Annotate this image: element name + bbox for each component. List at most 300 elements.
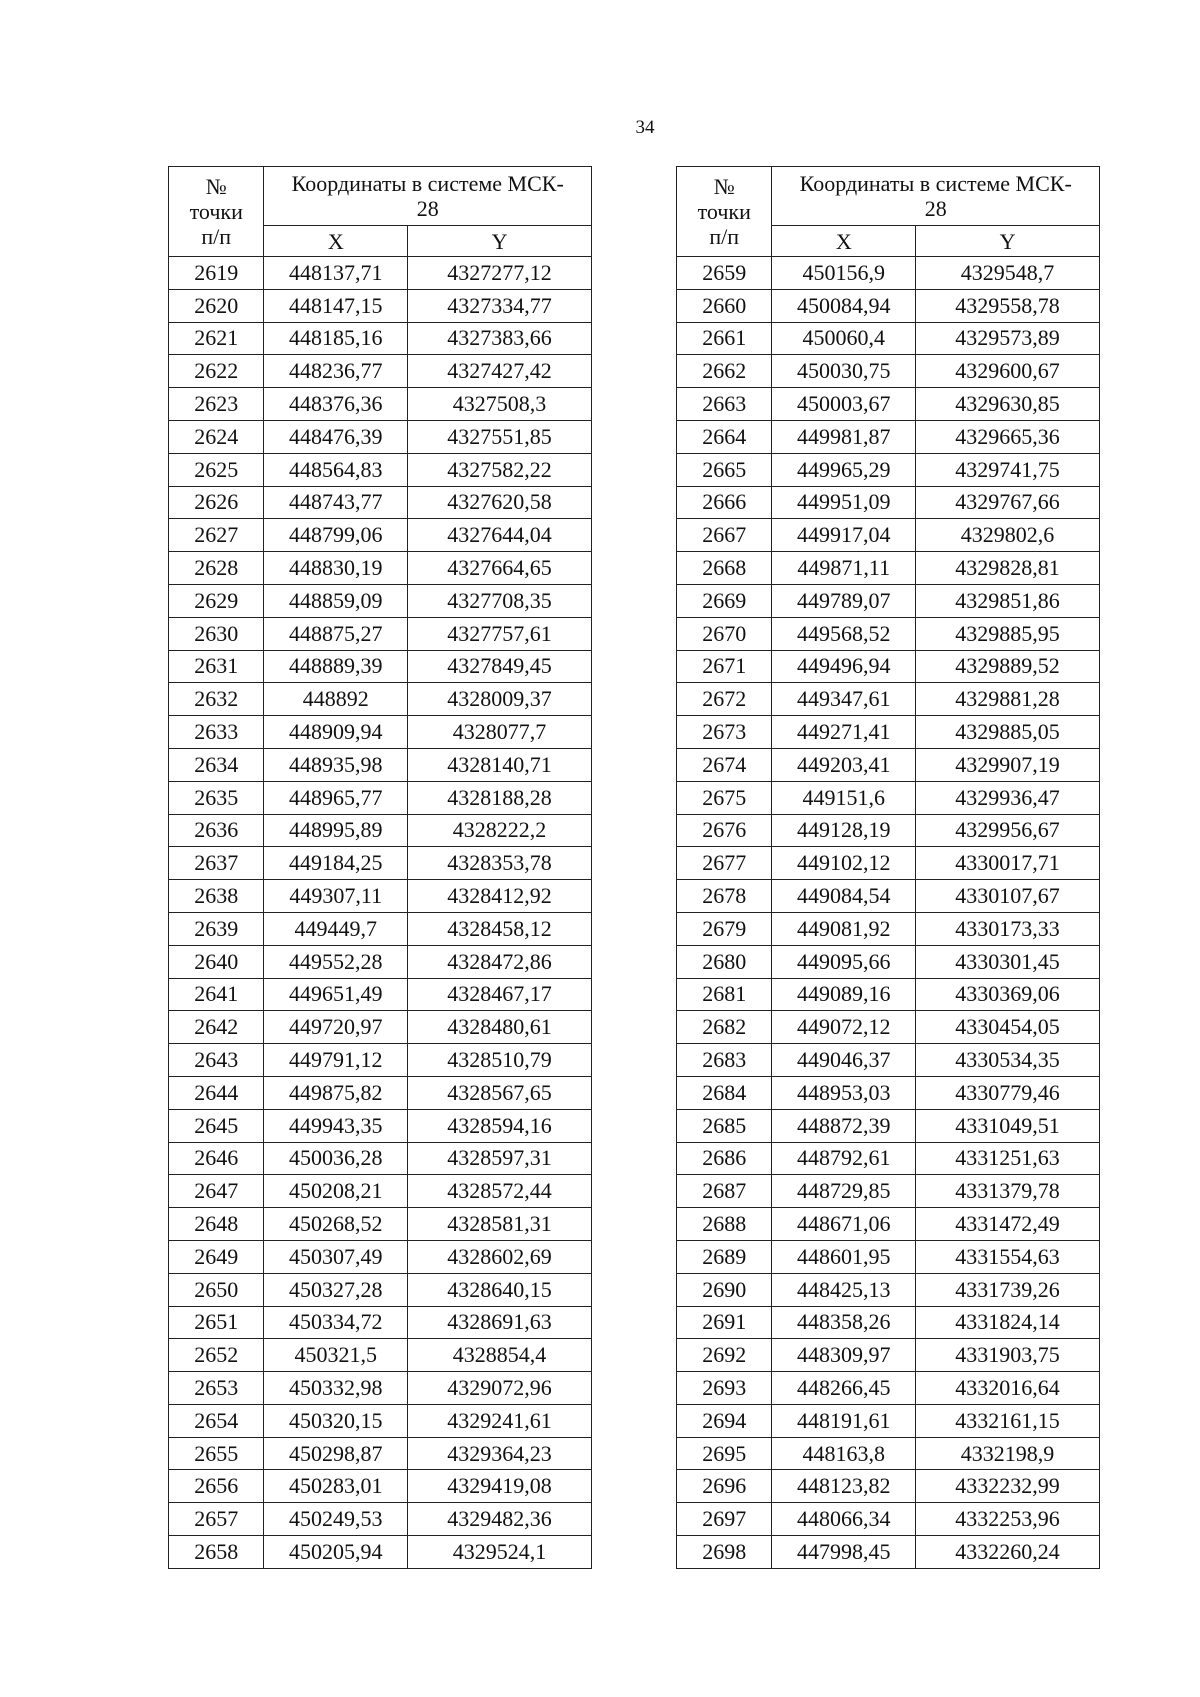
table-row <box>677 1273 1100 1306</box>
table-row <box>677 355 1100 388</box>
table-row <box>677 420 1100 453</box>
table-row <box>677 519 1100 552</box>
point-number-cell: 2683 <box>677 1044 772 1077</box>
point-number-cell: 2691 <box>677 1306 772 1339</box>
y-coordinate-cell: 4329548,7 <box>916 257 1100 290</box>
y-coordinate-cell: 4327757,61 <box>408 617 592 650</box>
x-coordinate-cell: 449081,92 <box>772 912 916 945</box>
coordinates-title: Координаты в системе МСК- <box>799 171 1072 196</box>
point-number-cell: 2647 <box>169 1175 264 1208</box>
point-number-cell: 2657 <box>169 1503 264 1536</box>
y-coordinate-cell: 4328188,28 <box>408 781 592 814</box>
x-coordinate-cell: 449102,12 <box>772 847 916 880</box>
x-coordinate-cell: 450205,94 <box>264 1536 408 1569</box>
table-row <box>677 945 1100 978</box>
y-coordinate-cell: 4329241,61 <box>408 1404 592 1437</box>
x-coordinate-cell: 448792,61 <box>772 1142 916 1175</box>
point-number-cell: 2655 <box>169 1437 264 1470</box>
x-coordinate-cell: 450060,4 <box>772 322 916 355</box>
table-header <box>677 167 1100 257</box>
y-coordinate-cell: 4328222,2 <box>408 814 592 847</box>
y-column-header: Y <box>408 226 592 257</box>
y-coordinate-cell: 4328602,69 <box>408 1240 592 1273</box>
y-coordinate-cell: 4327427,42 <box>408 355 592 388</box>
y-coordinate-cell: 4329600,67 <box>916 355 1100 388</box>
coordinates-table-left <box>168 166 592 1569</box>
x-coordinate-cell: 448729,85 <box>772 1175 916 1208</box>
y-coordinate-cell: 4329956,67 <box>916 814 1100 847</box>
table-row <box>677 978 1100 1011</box>
table-row <box>169 1109 592 1142</box>
x-column-header: X <box>772 226 916 257</box>
point-number-cell: 2641 <box>169 978 264 1011</box>
x-coordinate-cell: 448953,03 <box>772 1076 916 1109</box>
x-coordinate-cell: 448185,16 <box>264 322 408 355</box>
y-coordinate-cell: 4328691,63 <box>408 1306 592 1339</box>
table-row <box>169 420 592 453</box>
x-coordinate-cell: 448892 <box>264 683 408 716</box>
y-coordinate-cell: 4331739,26 <box>916 1273 1100 1306</box>
y-coordinate-cell: 4328077,7 <box>408 716 592 749</box>
point-number-cell: 2682 <box>677 1011 772 1044</box>
table-row <box>169 617 592 650</box>
point-number-cell: 2659 <box>677 257 772 290</box>
x-column-header: X <box>264 226 408 257</box>
y-coordinate-cell: 4329741,75 <box>916 453 1100 486</box>
x-coordinate-cell: 448601,95 <box>772 1240 916 1273</box>
x-coordinate-cell: 449151,6 <box>772 781 916 814</box>
y-coordinate-cell: 4328412,92 <box>408 880 592 913</box>
table-row <box>677 1503 1100 1536</box>
y-coordinate-cell: 4328467,17 <box>408 978 592 1011</box>
x-coordinate-cell: 449084,54 <box>772 880 916 913</box>
y-coordinate-cell: 4328480,61 <box>408 1011 592 1044</box>
table-row <box>677 1437 1100 1470</box>
table-row <box>677 748 1100 781</box>
y-coordinate-cell: 4329889,52 <box>916 650 1100 683</box>
header-point-word: точки <box>189 199 243 224</box>
y-coordinate-cell: 4331824,14 <box>916 1306 1100 1339</box>
point-number-cell: 2696 <box>677 1470 772 1503</box>
point-number-cell: 2639 <box>169 912 264 945</box>
table-row <box>677 1404 1100 1437</box>
x-coordinate-cell: 450320,15 <box>264 1404 408 1437</box>
table-row <box>677 322 1100 355</box>
coordinates-header <box>772 167 1100 226</box>
y-coordinate-cell: 4329558,78 <box>916 289 1100 322</box>
x-coordinate-cell: 448376,36 <box>264 388 408 421</box>
y-coordinate-cell: 4327582,22 <box>408 453 592 486</box>
x-coordinate-cell: 449981,87 <box>772 420 916 453</box>
y-coordinate-cell: 4328572,44 <box>408 1175 592 1208</box>
x-coordinate-cell: 449347,61 <box>772 683 916 716</box>
x-coordinate-cell: 448889,39 <box>264 650 408 683</box>
table-row <box>169 388 592 421</box>
table-row <box>677 1142 1100 1175</box>
coordinates-system-code: 28 <box>416 196 439 221</box>
y-coordinate-cell: 4332161,15 <box>916 1404 1100 1437</box>
point-number-cell: 2678 <box>677 880 772 913</box>
x-coordinate-cell: 450208,21 <box>264 1175 408 1208</box>
point-number-cell: 2626 <box>169 486 264 519</box>
x-coordinate-cell: 448163,8 <box>772 1437 916 1470</box>
y-coordinate-cell: 4329419,08 <box>408 1470 592 1503</box>
table-row <box>169 1536 592 1569</box>
table-row <box>169 1142 592 1175</box>
y-coordinate-cell: 4330454,05 <box>916 1011 1100 1044</box>
table-body <box>677 257 1100 1569</box>
y-coordinate-cell: 4327383,66 <box>408 322 592 355</box>
y-coordinate-cell: 4329573,89 <box>916 322 1100 355</box>
point-number-cell: 2658 <box>169 1536 264 1569</box>
y-coordinate-cell: 4332253,96 <box>916 1503 1100 1536</box>
point-number-cell: 2623 <box>169 388 264 421</box>
table-row <box>169 1240 592 1273</box>
point-number-cell: 2672 <box>677 683 772 716</box>
table-row <box>677 453 1100 486</box>
y-coordinate-cell: 4331379,78 <box>916 1175 1100 1208</box>
x-coordinate-cell: 449720,97 <box>264 1011 408 1044</box>
table-row <box>677 1306 1100 1339</box>
point-number-cell: 2648 <box>169 1208 264 1241</box>
y-coordinate-cell: 4329907,19 <box>916 748 1100 781</box>
point-number-cell: 2677 <box>677 847 772 880</box>
x-coordinate-cell: 449951,09 <box>772 486 916 519</box>
point-number-header <box>169 167 264 257</box>
x-coordinate-cell: 450327,28 <box>264 1273 408 1306</box>
point-number-cell: 2690 <box>677 1273 772 1306</box>
x-coordinate-cell: 450268,52 <box>264 1208 408 1241</box>
table-row <box>169 1339 592 1372</box>
table-row <box>677 1339 1100 1372</box>
x-coordinate-cell: 449449,7 <box>264 912 408 945</box>
table-row <box>677 1011 1100 1044</box>
y-coordinate-cell: 4327334,77 <box>408 289 592 322</box>
table-row <box>169 1437 592 1470</box>
x-coordinate-cell: 448799,06 <box>264 519 408 552</box>
table-row <box>677 683 1100 716</box>
x-coordinate-cell: 450030,75 <box>772 355 916 388</box>
x-coordinate-cell: 448935,98 <box>264 748 408 781</box>
x-coordinate-cell: 448191,61 <box>772 1404 916 1437</box>
point-number-cell: 2693 <box>677 1372 772 1405</box>
y-coordinate-cell: 4327849,45 <box>408 650 592 683</box>
table-row <box>169 257 592 290</box>
x-coordinate-cell: 448358,26 <box>772 1306 916 1339</box>
x-coordinate-cell: 448147,15 <box>264 289 408 322</box>
table-row <box>169 1208 592 1241</box>
point-number-cell: 2675 <box>677 781 772 814</box>
point-number-cell: 2689 <box>677 1240 772 1273</box>
point-number-cell: 2634 <box>169 748 264 781</box>
table-row <box>677 781 1100 814</box>
y-coordinate-cell: 4328854,4 <box>408 1339 592 1372</box>
y-coordinate-cell: 4330173,33 <box>916 912 1100 945</box>
table-row <box>677 388 1100 421</box>
point-number-cell: 2622 <box>169 355 264 388</box>
table-row <box>169 1404 592 1437</box>
table-header <box>169 167 592 257</box>
y-coordinate-cell: 4330534,35 <box>916 1044 1100 1077</box>
header-no-sign: № <box>205 174 227 199</box>
x-coordinate-cell: 449568,52 <box>772 617 916 650</box>
table-row <box>169 912 592 945</box>
y-coordinate-cell: 4329851,86 <box>916 584 1100 617</box>
y-coordinate-cell: 4329364,23 <box>408 1437 592 1470</box>
x-coordinate-cell: 448671,06 <box>772 1208 916 1241</box>
point-number-cell: 2692 <box>677 1339 772 1372</box>
x-coordinate-cell: 449046,37 <box>772 1044 916 1077</box>
table-row <box>169 978 592 1011</box>
point-number-cell: 2635 <box>169 781 264 814</box>
point-number-cell: 2650 <box>169 1273 264 1306</box>
point-number-cell: 2649 <box>169 1240 264 1273</box>
table-row <box>677 1372 1100 1405</box>
point-number-cell: 2656 <box>169 1470 264 1503</box>
point-number-cell: 2628 <box>169 552 264 585</box>
point-number-cell: 2663 <box>677 388 772 421</box>
point-number-cell: 2685 <box>677 1109 772 1142</box>
x-coordinate-cell: 448564,83 <box>264 453 408 486</box>
y-coordinate-cell: 4328009,37 <box>408 683 592 716</box>
table-row <box>677 584 1100 617</box>
point-number-cell: 2687 <box>677 1175 772 1208</box>
table-row <box>677 552 1100 585</box>
point-number-cell: 2674 <box>677 748 772 781</box>
y-coordinate-cell: 4332016,64 <box>916 1372 1100 1405</box>
table-row <box>677 1536 1100 1569</box>
table-row <box>677 847 1100 880</box>
table-row <box>169 650 592 683</box>
header-pp: п/п <box>201 224 232 249</box>
y-coordinate-cell: 4329936,47 <box>916 781 1100 814</box>
table-row <box>169 355 592 388</box>
point-number-cell: 2671 <box>677 650 772 683</box>
table-row <box>677 1208 1100 1241</box>
y-coordinate-cell: 4327551,85 <box>408 420 592 453</box>
x-coordinate-cell: 448137,71 <box>264 257 408 290</box>
x-coordinate-cell: 449095,66 <box>772 945 916 978</box>
y-coordinate-cell: 4329802,6 <box>916 519 1100 552</box>
y-coordinate-cell: 4329828,81 <box>916 552 1100 585</box>
y-coordinate-cell: 4328472,86 <box>408 945 592 978</box>
y-coordinate-cell: 4329885,05 <box>916 716 1100 749</box>
y-coordinate-cell: 4329072,96 <box>408 1372 592 1405</box>
point-number-cell: 2666 <box>677 486 772 519</box>
point-number-cell: 2662 <box>677 355 772 388</box>
point-number-cell: 2676 <box>677 814 772 847</box>
x-coordinate-cell: 449552,28 <box>264 945 408 978</box>
point-number-cell: 2637 <box>169 847 264 880</box>
coordinates-title: Координаты в системе МСК- <box>291 171 564 196</box>
page-number: 34 <box>635 117 655 138</box>
y-coordinate-cell: 4331472,49 <box>916 1208 1100 1241</box>
point-number-cell: 2645 <box>169 1109 264 1142</box>
point-number-cell: 2667 <box>677 519 772 552</box>
x-coordinate-cell: 448476,39 <box>264 420 408 453</box>
point-number-cell: 2624 <box>169 420 264 453</box>
x-coordinate-cell: 448425,13 <box>772 1273 916 1306</box>
table-row <box>169 1372 592 1405</box>
y-coordinate-cell: 4328597,31 <box>408 1142 592 1175</box>
y-coordinate-cell: 4327644,04 <box>408 519 592 552</box>
y-coordinate-cell: 4329524,1 <box>408 1536 592 1569</box>
x-coordinate-cell: 449871,11 <box>772 552 916 585</box>
point-number-cell: 2621 <box>169 322 264 355</box>
table-row <box>677 1076 1100 1109</box>
y-coordinate-cell: 4329885,95 <box>916 617 1100 650</box>
table-row <box>169 1306 592 1339</box>
point-number-cell: 2632 <box>169 683 264 716</box>
table-row <box>169 814 592 847</box>
table-row <box>677 257 1100 290</box>
point-number-cell: 2697 <box>677 1503 772 1536</box>
x-coordinate-cell: 449965,29 <box>772 453 916 486</box>
table-row <box>677 617 1100 650</box>
table-row <box>677 716 1100 749</box>
point-number-cell: 2681 <box>677 978 772 1011</box>
y-coordinate-cell: 4330779,46 <box>916 1076 1100 1109</box>
x-coordinate-cell: 450283,01 <box>264 1470 408 1503</box>
table-row <box>169 1470 592 1503</box>
y-coordinate-cell: 4332260,24 <box>916 1536 1100 1569</box>
y-coordinate-cell: 4329767,66 <box>916 486 1100 519</box>
point-number-cell: 2646 <box>169 1142 264 1175</box>
x-coordinate-cell: 450084,94 <box>772 289 916 322</box>
coordinates-table-right <box>676 166 1100 1569</box>
point-number-cell: 2684 <box>677 1076 772 1109</box>
point-number-cell: 2665 <box>677 453 772 486</box>
x-coordinate-cell: 448743,77 <box>264 486 408 519</box>
point-number-cell: 2651 <box>169 1306 264 1339</box>
x-coordinate-cell: 450036,28 <box>264 1142 408 1175</box>
x-coordinate-cell: 449089,16 <box>772 978 916 1011</box>
y-coordinate-cell: 4328353,78 <box>408 847 592 880</box>
table-row <box>169 880 592 913</box>
table-row <box>677 1044 1100 1077</box>
point-number-cell: 2652 <box>169 1339 264 1372</box>
table-row <box>169 1011 592 1044</box>
y-coordinate-cell: 4330301,45 <box>916 945 1100 978</box>
header-no-sign: № <box>713 174 735 199</box>
point-number-cell: 2638 <box>169 880 264 913</box>
y-coordinate-cell: 4331251,63 <box>916 1142 1100 1175</box>
table-row <box>677 289 1100 322</box>
x-coordinate-cell: 449496,94 <box>772 650 916 683</box>
y-coordinate-cell: 4331049,51 <box>916 1109 1100 1142</box>
table-row <box>169 716 592 749</box>
x-coordinate-cell: 447998,45 <box>772 1536 916 1569</box>
x-coordinate-cell: 448236,77 <box>264 355 408 388</box>
coordinates-system-code: 28 <box>924 196 947 221</box>
table-row <box>169 519 592 552</box>
point-number-cell: 2631 <box>169 650 264 683</box>
y-coordinate-cell: 4332232,99 <box>916 1470 1100 1503</box>
y-coordinate-cell: 4330107,67 <box>916 880 1100 913</box>
y-coordinate-cell: 4330017,71 <box>916 847 1100 880</box>
point-number-cell: 2629 <box>169 584 264 617</box>
y-coordinate-cell: 4328510,79 <box>408 1044 592 1077</box>
point-number-cell: 2654 <box>169 1404 264 1437</box>
table-row <box>169 552 592 585</box>
table-row <box>677 814 1100 847</box>
header-pp: п/п <box>709 224 740 249</box>
point-number-cell: 2668 <box>677 552 772 585</box>
y-coordinate-cell: 4329630,85 <box>916 388 1100 421</box>
table-row <box>169 453 592 486</box>
y-coordinate-cell: 4328640,15 <box>408 1273 592 1306</box>
x-coordinate-cell: 448859,09 <box>264 584 408 617</box>
y-coordinate-cell: 4330369,06 <box>916 978 1100 1011</box>
y-coordinate-cell: 4327708,35 <box>408 584 592 617</box>
x-coordinate-cell: 449875,82 <box>264 1076 408 1109</box>
x-coordinate-cell: 449789,07 <box>772 584 916 617</box>
x-coordinate-cell: 450321,5 <box>264 1339 408 1372</box>
y-coordinate-cell: 4328567,65 <box>408 1076 592 1109</box>
table-row <box>169 748 592 781</box>
y-coordinate-cell: 4331903,75 <box>916 1339 1100 1372</box>
y-coordinate-cell: 4328140,71 <box>408 748 592 781</box>
y-coordinate-cell: 4329482,36 <box>408 1503 592 1536</box>
x-coordinate-cell: 449307,11 <box>264 880 408 913</box>
x-coordinate-cell: 450307,49 <box>264 1240 408 1273</box>
y-coordinate-cell: 4332198,9 <box>916 1437 1100 1470</box>
y-coordinate-cell: 4331554,63 <box>916 1240 1100 1273</box>
x-coordinate-cell: 449791,12 <box>264 1044 408 1077</box>
point-number-cell: 2661 <box>677 322 772 355</box>
table-row <box>169 1273 592 1306</box>
x-coordinate-cell: 449128,19 <box>772 814 916 847</box>
table-row <box>677 912 1100 945</box>
x-coordinate-cell: 450334,72 <box>264 1306 408 1339</box>
y-coordinate-cell: 4329881,28 <box>916 683 1100 716</box>
point-number-cell: 2673 <box>677 716 772 749</box>
point-number-cell: 2679 <box>677 912 772 945</box>
point-number-cell: 2640 <box>169 945 264 978</box>
point-number-cell: 2625 <box>169 453 264 486</box>
table-row <box>677 1240 1100 1273</box>
point-number-cell: 2686 <box>677 1142 772 1175</box>
point-number-cell: 2694 <box>677 1404 772 1437</box>
table-row <box>169 486 592 519</box>
x-coordinate-cell: 448995,89 <box>264 814 408 847</box>
x-coordinate-cell: 450156,9 <box>772 257 916 290</box>
table-row <box>169 322 592 355</box>
point-number-cell: 2627 <box>169 519 264 552</box>
table-row <box>677 1175 1100 1208</box>
point-number-cell: 2680 <box>677 945 772 978</box>
y-coordinate-cell: 4327664,65 <box>408 552 592 585</box>
x-coordinate-cell: 448909,94 <box>264 716 408 749</box>
table-row <box>169 781 592 814</box>
point-number-cell: 2688 <box>677 1208 772 1241</box>
y-coordinate-cell: 4329665,36 <box>916 420 1100 453</box>
table-body <box>169 257 592 1569</box>
y-coordinate-cell: 4328458,12 <box>408 912 592 945</box>
point-number-cell: 2619 <box>169 257 264 290</box>
x-coordinate-cell: 448266,45 <box>772 1372 916 1405</box>
x-coordinate-cell: 449072,12 <box>772 1011 916 1044</box>
table-row <box>169 847 592 880</box>
point-number-cell: 2636 <box>169 814 264 847</box>
table-row <box>169 1044 592 1077</box>
point-number-header <box>677 167 772 257</box>
point-number-cell: 2630 <box>169 617 264 650</box>
x-coordinate-cell: 450332,98 <box>264 1372 408 1405</box>
x-coordinate-cell: 448309,97 <box>772 1339 916 1372</box>
x-coordinate-cell: 448123,82 <box>772 1470 916 1503</box>
x-coordinate-cell: 449651,49 <box>264 978 408 1011</box>
